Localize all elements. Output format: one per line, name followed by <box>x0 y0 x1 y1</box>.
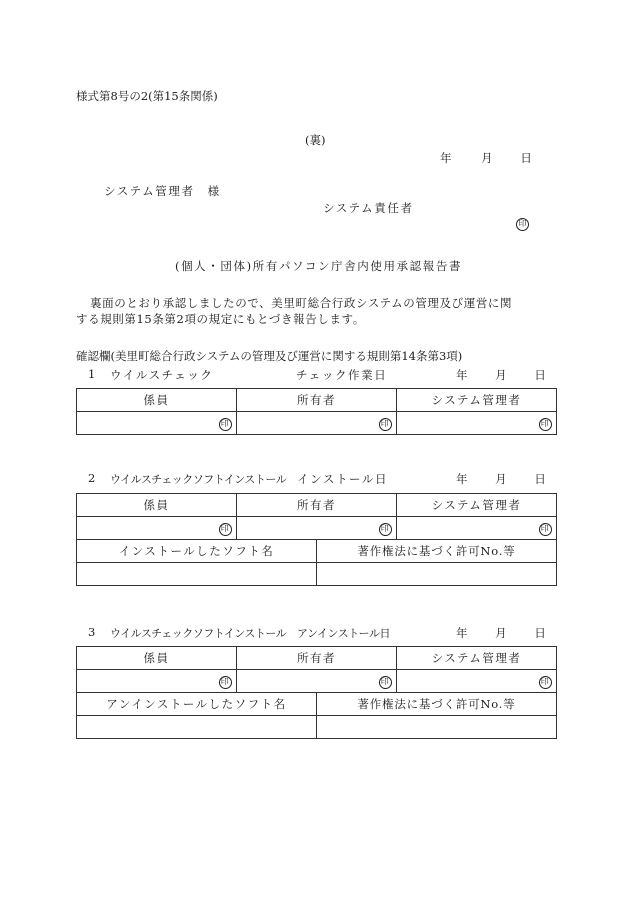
section-3-date <box>456 625 546 641</box>
seal-icon: 印 <box>219 676 232 689</box>
month-label: 月 <box>495 368 507 382</box>
section-1-table <box>76 388 557 435</box>
form-number: 様式第8号の2(第15条関係) <box>76 89 218 103</box>
section-1-name: ウイルスチェック <box>110 368 214 382</box>
clerk-header: 係員 <box>77 389 237 412</box>
owner-header: 所有者 <box>237 647 397 670</box>
owner-header: 所有者 <box>237 494 397 517</box>
clerk-header: 係員 <box>77 647 237 670</box>
sysadmin-header: システム管理者 <box>397 494 557 517</box>
license-number-header: 著作権法に基づく許可No.等 <box>317 540 557 563</box>
sender: システム責任者 <box>323 201 414 215</box>
license-number-cell[interactable] <box>317 716 557 739</box>
owner-seal-cell[interactable] <box>237 670 397 693</box>
section-1-date <box>456 367 546 383</box>
day-label: 日 <box>534 626 546 640</box>
sysadmin-header: システム管理者 <box>397 647 557 670</box>
section-2-date <box>456 471 546 487</box>
clerk-header: 係員 <box>77 494 237 517</box>
year-label: 年 <box>456 368 468 382</box>
month-label: 月 <box>495 626 507 640</box>
section-2-number: 2 <box>88 471 96 485</box>
year-label: 年 <box>440 151 452 165</box>
seal-icon: 印 <box>539 418 552 431</box>
header-date <box>440 150 532 166</box>
software-name-cell[interactable] <box>77 716 317 739</box>
year-label: 年 <box>456 626 468 640</box>
sysadmin-seal-cell[interactable] <box>397 670 557 693</box>
section-1-number: 1 <box>88 367 96 381</box>
document-title: (個人・団体)所有パソコン庁舎内使用承認報告書 <box>175 259 463 273</box>
seal-icon: 印 <box>379 676 392 689</box>
section-2-date-label: インストール日 <box>297 472 389 486</box>
section-1-date-label: チェック作業日 <box>296 368 388 382</box>
month-label: 月 <box>481 151 493 165</box>
section-3-name: ウイルスチェックソフトインストール <box>110 627 287 640</box>
seal-icon: 印 <box>219 523 232 536</box>
sender-seal-icon: 印 <box>516 218 529 231</box>
section-2-table <box>76 493 557 586</box>
seal-icon: 印 <box>379 418 392 431</box>
confirm-heading: 確認欄(美里町総合行政システムの管理及び運営に関する規則第14条第3項) <box>76 349 463 363</box>
license-number-header: 著作権法に基づく許可No.等 <box>317 693 557 716</box>
software-name-header: インストールしたソフト名 <box>77 540 317 563</box>
addressee: システム管理者 様 <box>104 184 221 198</box>
back-label: (裏) <box>305 133 326 147</box>
owner-header: 所有者 <box>237 389 397 412</box>
month-label: 月 <box>495 472 507 486</box>
section-2-name: ウイルスチェックソフトインストール <box>110 473 287 486</box>
sysadmin-seal-cell[interactable] <box>397 412 557 435</box>
clerk-seal-cell[interactable] <box>77 517 237 540</box>
day-label: 日 <box>520 151 532 165</box>
owner-seal-cell[interactable] <box>237 412 397 435</box>
sysadmin-seal-cell[interactable] <box>397 517 557 540</box>
section-3-number: 3 <box>88 625 96 639</box>
software-name-header: アンインストールしたソフト名 <box>77 693 317 716</box>
software-name-cell[interactable] <box>77 563 317 586</box>
license-number-cell[interactable] <box>317 563 557 586</box>
clerk-seal-cell[interactable] <box>77 412 237 435</box>
section-3-date-label: アンインストール日 <box>297 627 390 640</box>
day-label: 日 <box>534 472 546 486</box>
owner-seal-cell[interactable] <box>237 517 397 540</box>
day-label: 日 <box>534 368 546 382</box>
body-line-1: 裏面のとおり承認しましたので、美里町総合行政システムの管理及び運営に関 <box>90 296 513 310</box>
clerk-seal-cell[interactable] <box>77 670 237 693</box>
body-line-2: する規則第15条第2項の規定にもとづき報告します。 <box>76 312 365 326</box>
year-label: 年 <box>456 472 468 486</box>
seal-icon: 印 <box>539 523 552 536</box>
seal-icon: 印 <box>219 418 232 431</box>
section-3-table <box>76 646 557 739</box>
seal-icon: 印 <box>539 676 552 689</box>
sysadmin-header: システム管理者 <box>397 389 557 412</box>
seal-icon: 印 <box>379 523 392 536</box>
